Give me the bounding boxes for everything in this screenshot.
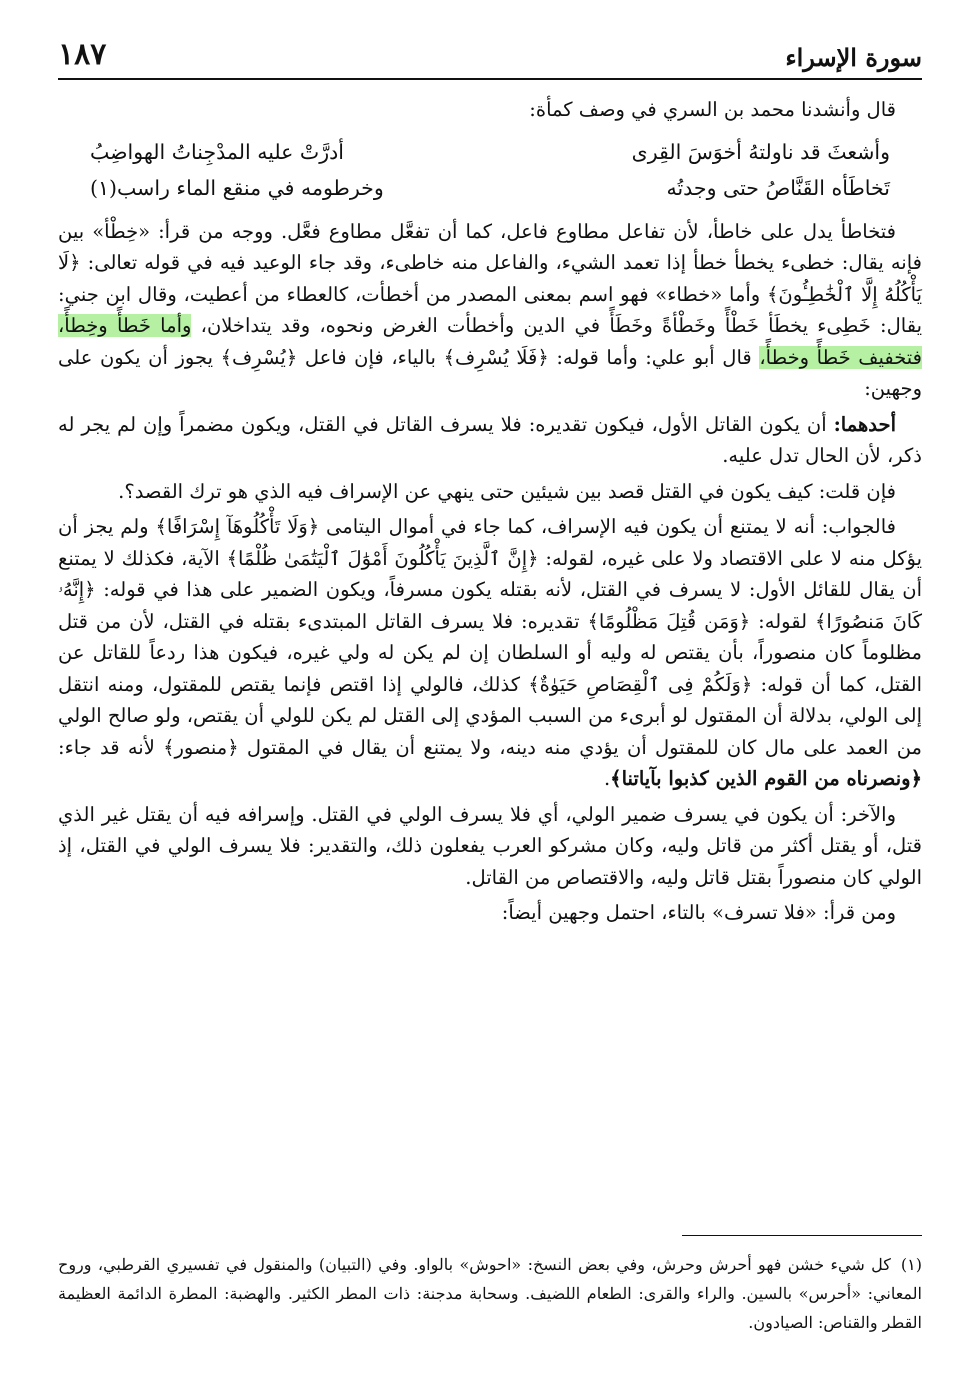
paragraph-text: فالجواب: أنه لا يمتنع أن يكون فيه الإسراف، كما جاء في أموال اليتامى ﴿وَلَا تَأْكُلُوهَآ إِسْرَافًا﴾ ولم يجز أن يؤكل منه لا على الاقتصاد ولا على غيره، لقوله: ﴿إِنَّ ٱلَّذِينَ يَأْكُلُونَ أَمْوَٰلَ ٱلْيَتَٰمَىٰ ظُلْمًا﴾ الآية، فكذلك لا يمتنع أن يقال للقائل الأول: لا يسرف في القتل، لأنه بقتله يكون مسرفاً، ويكون الضمير على هذا في قوله: ﴿إِنَّهُۥ كَانَ مَنصُورًا﴾ لقوله: ﴿وَمَن قُتِلَ مَظْلُومًا﴾ تقديره: فلا يسرف القاتل المبتدىء بقتله في القتل، لأن من قتل مظلوماً كان منصوراً، بأن يقتص له وليه أو السلطان إن لم يكن له ولي غيره، فيكون هذا ردعاً للقاتل عن القتل، كما أن قوله: ﴿وَلَكُمْ فِى ٱلْقِصَاصِ حَيَوٰةٌ﴾ كذلك، فالولي إذا اقتص فإنما يقتص للمقتول، ومنه انتقل إلى الولي، بدلالة أن المقتول لو أبرىء من السبب المؤدي إلى القتل لم يكن للولي أن يقتص، ولو صالح الولي من العمد على مال كان للمقتول أن يؤدي منه دينه، ولا يمتنع أن يقال في المقتول ﴿منصور﴾ لأنه قد جاء: bbox=[58, 515, 922, 759]
paragraph bbox=[58, 409, 922, 472]
highlighted-text[interactable]: وأما خَطأً وخِطأً، فتخفيف خَطأً وخطأً، bbox=[58, 314, 922, 369]
paragraph-text: فتخاطأ يدل على خاطأ، لأن تفاعل مطاوع فاعل، كما أن تفعَّل مطاوع فعَّل. ووجه من قرأ: «خِطْأ» بين فإنه يقال: خطىء يخطأ خطأ إذا تعمد الشيء، والفاعل منه خاطىء، وقد جاء الوعيد فيه في قوله تعالى: ﴿لَا يَأْكُلُهُ إِلَّا ٱلْخَٰطِـُٔونَ﴾ وأما «خطاء» فهو اسم بمعنى المصدر من أخطأت، كالعطاء من أعطيت، وقال ابن جني: يقال: خَطِىء يخطَأ خَطْأً وخَطْأةً وخَطَأً في الدين وأخطأت الغرض ونحوه، وقد يتداخلان، bbox=[58, 219, 922, 337]
bold-lead: أحدهما: bbox=[833, 412, 896, 436]
verse-second-half: وخرطومه في منقع الماء راسب(١) bbox=[90, 175, 384, 200]
paragraph-text: . bbox=[603, 767, 611, 790]
paragraph: فإن قلت: كيف يكون في القتل قصد بين شيئين حتى ينهي عن الإسراف فيه الذي هو ترك القصد؟. bbox=[118, 479, 896, 503]
footnotes bbox=[58, 1250, 922, 1337]
bold-quote: ﴿ونصرناه من القوم الذين كذبوا بآياتنا﴾ bbox=[610, 767, 922, 790]
verse-first-half: وأشعثَ قد ناولتهُ أخوَسَ القِرى bbox=[631, 139, 890, 164]
page-number: ١٨٧ bbox=[58, 37, 107, 72]
paragraph bbox=[58, 511, 922, 795]
paragraph-text: قال أبو علي: وأما قوله: ﴿فَلَا يُسْرِف﴾ بالياء، فإن فاعل ﴿يُسْرِف﴾ يجوز أن يكون على وجهين: bbox=[58, 345, 922, 400]
main-text bbox=[58, 94, 922, 929]
footnote-number: (١) bbox=[900, 1255, 922, 1274]
poem-verse bbox=[90, 170, 890, 206]
footnote-divider bbox=[682, 1235, 922, 1236]
paragraph: والآخر: أن يكون في يسرف ضمير الولي، أي فلا يسرف الولي في القتل. وإسرافه فيه أن يقتل غير الذي قتل، أو يقتل أكثر من قاتل وليه، وكان مشركو العرب يفعلون ذلك، والتقدير: فلا يسرف الولي في القتل، إذ الولي كان منصوراً بقتل قاتل وليه، والاقتصاص من القاتل. bbox=[58, 802, 922, 889]
paragraph-text: أن يكون القاتل الأول، فيكون تقديره: فلا يسرف القاتل في القتل، ويكون مضمراً وإن لم يجر له ذكر، لأن الحال تدل عليه. bbox=[58, 412, 922, 467]
verse-first-half: تَخاطَأه القَنَّاصُ حتى وجدتُه bbox=[666, 175, 890, 200]
paragraph bbox=[58, 216, 922, 405]
poem bbox=[90, 134, 890, 206]
page-header bbox=[58, 28, 922, 80]
verse-second-half: أدرَّتْ عليه المدْجِناتُ الهواضِبُ bbox=[90, 139, 344, 164]
surah-title: سورة الإسراء bbox=[785, 43, 922, 72]
intro-line: قال وأنشدنا محمد بن السري في وصف كمأة: bbox=[529, 98, 896, 121]
footnote-text: كل شيء خشن فهو أحرش وحرش، وفي بعض النسخ: «احوش» بالواو. وفي (التبيان) والمنقول في تفسيري القرطبي، وروح المعاني: «أحرس» بالسين. والراء والقرى: الطعام اللضيف. وسحابة مدجنة: ذات المطر الكثير. والهضبة: المطرة الدائمة العظيمة القطر والقناص: الصيادون. bbox=[58, 1255, 922, 1332]
paragraph: ومن قرأ: «فلا تسرف» بالتاء، احتمل وجهين أيضاً: bbox=[501, 901, 896, 924]
poem-verse bbox=[90, 134, 890, 170]
